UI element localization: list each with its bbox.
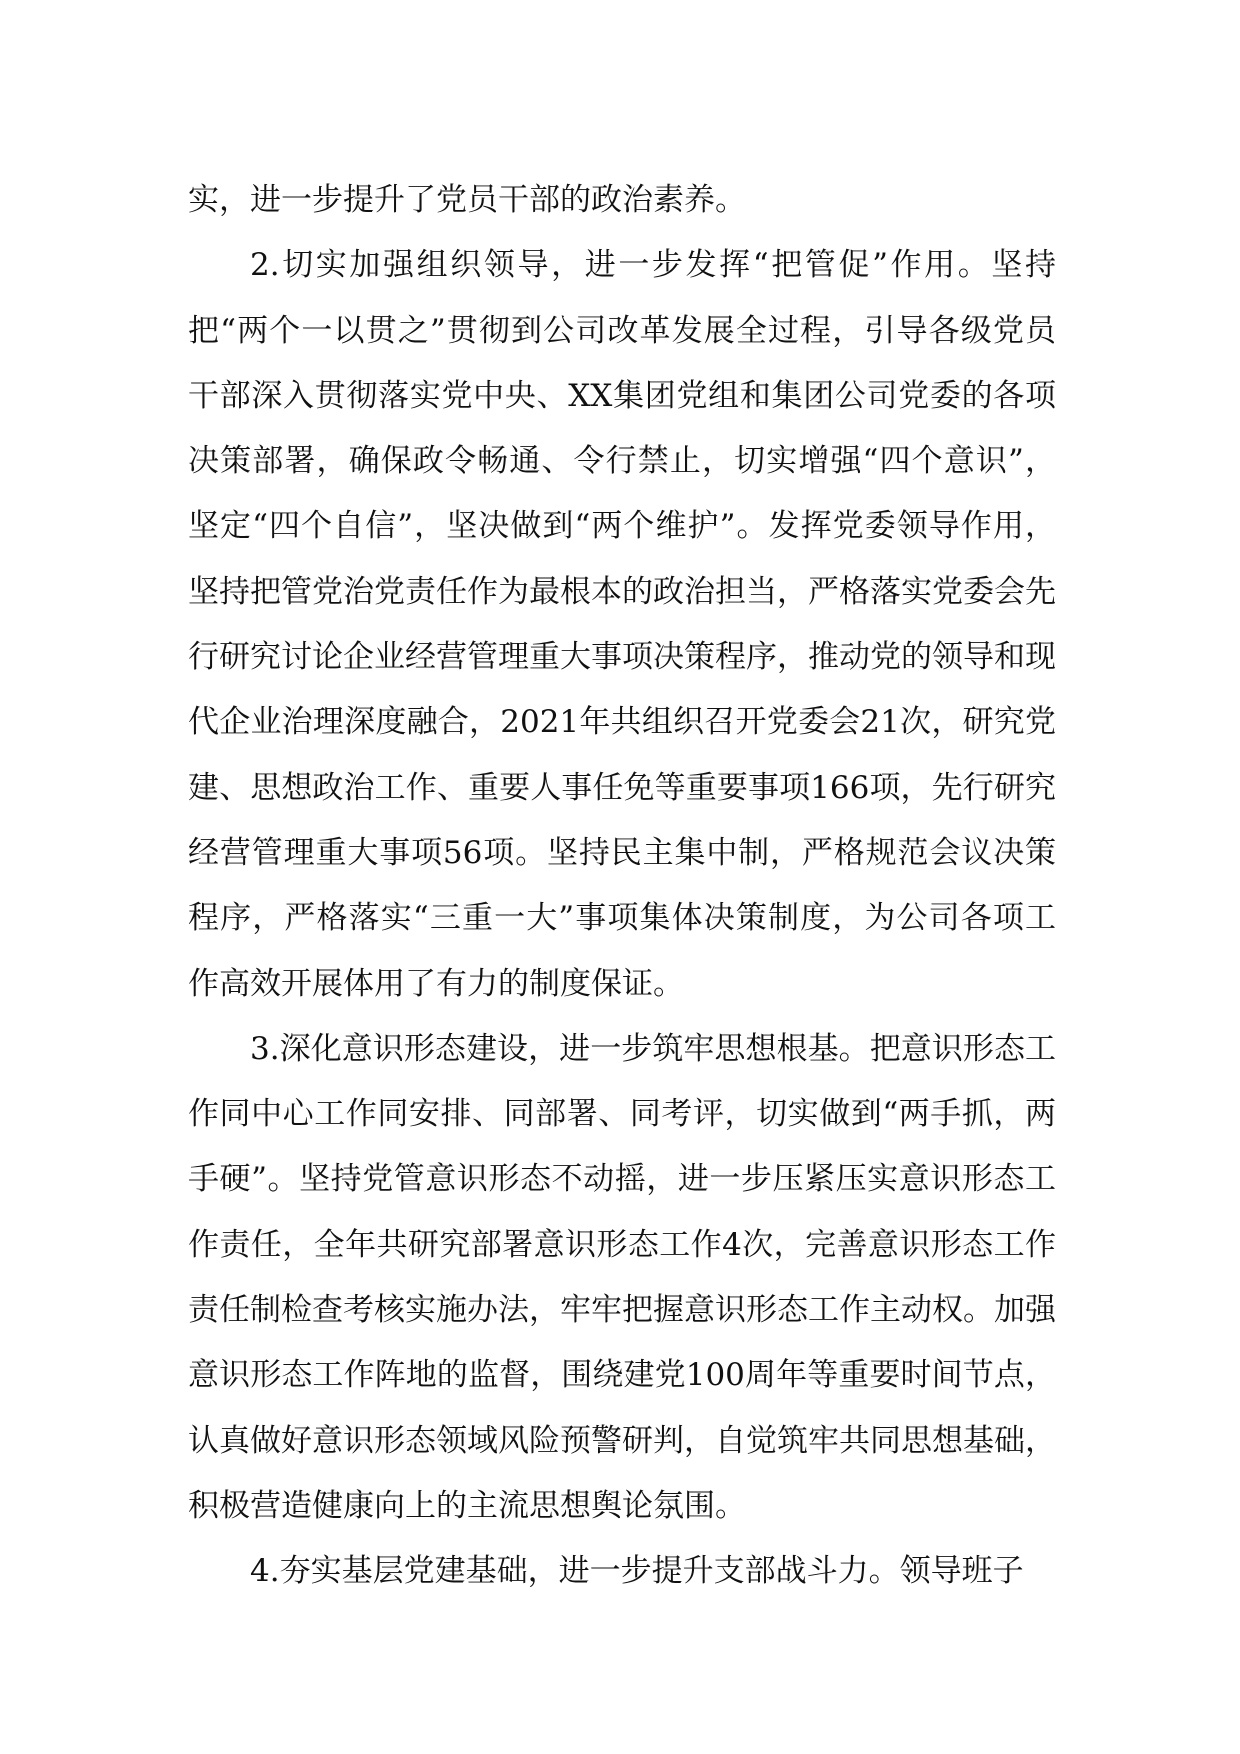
paragraph-continuation: 实，进一步提升了党员干部的政治素养。 [188,182,746,218]
paragraph-ideology-building: 3.深化意识形态建设，进一步筑牢思想根基。把意识形态工作同中心工作同安排、同部署、同考评，切实做到“两手抓，两手硬”。坚持党管意识形态不动摇，进一步压紧压实意识形态工作责任，全年共研究部署意识形态工作4次，完善意识形态工作责任制检查考核实施办法，牢牢把握意识形态工作主动权。加强意识形态工作阵地的监督，围绕建党100周年等重要时间节点，认真做好意识形态领域风险预警研判，自觉筑牢共同思想基础，积极营造健康向上的主流思想舆论氛围。 [188,1030,1056,1524]
document-body [188,168,1056,1605]
paragraph-grassroots-party-building: 4.夯实基层党建基础，进一步提升支部战斗力。领导班子 [250,1553,1024,1590]
paragraph-organization-leadership: 2.切实加强组织领导，进一步发挥“把管促”作用。坚持把“两个一以贯之”贯彻到公司改革发展全过程，引导各级党员干部深入贯彻落实党中央、XX集团党组和集团公司党委的各项决策部署，确保政令畅通、令行禁止，切实增强“四个意识”，坚定“四个自信”，坚决做到“两个维护”。发挥党委领导作用，坚持把管党治党责任作为最根本的政治担当，严格落实党委会先行研究讨论企业经营管理重大事项决策程序，推动党的领导和现代企业治理深度融合，2021年共组织召开党委会21次，研究党建、思想政治工作、重要人事任免等重要事项166项，先行研究经营管理重大事项56项。坚持民主集中制，严格规范会议决策程序，严格落实“三重一大”事项集体决策制度，为公司各项工作高效开展体用了有力的制度保证。 [188,247,1056,1002]
